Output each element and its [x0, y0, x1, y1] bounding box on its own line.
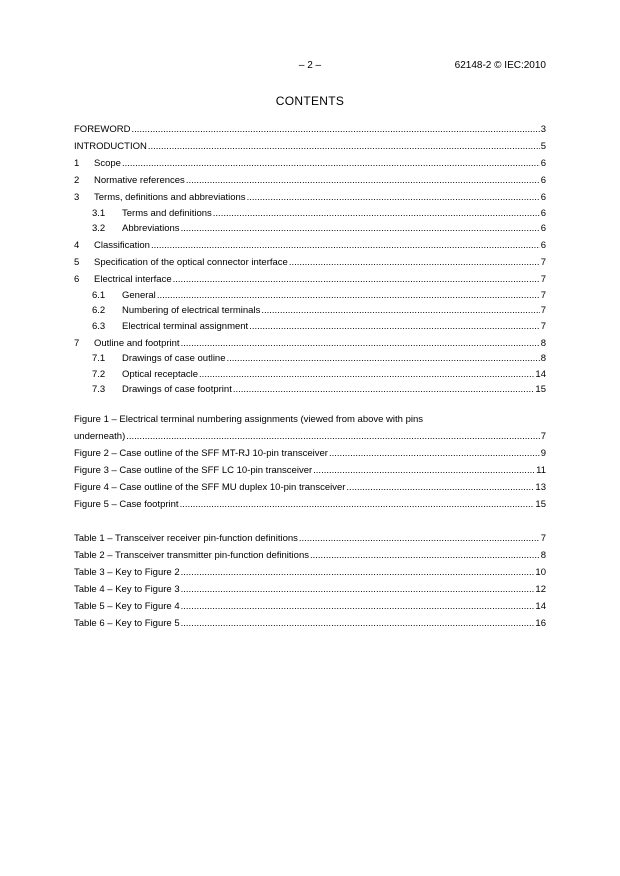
toc-entry[interactable]: [74, 135, 546, 152]
entry-page: 13: [535, 482, 546, 493]
dot-leader: [289, 257, 540, 268]
entry-page: 5: [540, 141, 546, 152]
entry-page: 6: [540, 223, 546, 234]
entry-page: 7: [540, 320, 546, 332]
entry-page: 10: [535, 567, 546, 578]
entry-title: Abbreviations: [122, 223, 180, 234]
entry-title: Figure 5 – Case footprint: [74, 499, 179, 510]
table-list: [74, 527, 546, 629]
dot-leader: [233, 384, 535, 395]
entry-title: Table 5 – Key to Figure 4: [74, 601, 180, 612]
dot-leader: [181, 618, 535, 629]
entry-title: FOREWORD: [74, 124, 131, 135]
entry-page: 6: [540, 175, 546, 186]
toc-entry[interactable]: [74, 169, 546, 186]
dot-leader: [126, 431, 539, 442]
entry-number: 2: [74, 175, 80, 186]
toc-entry[interactable]: [74, 476, 546, 493]
dot-leader: [261, 305, 539, 316]
dot-leader: [213, 208, 540, 219]
entry-page: 6: [540, 240, 546, 251]
entry-title: Classification: [94, 240, 150, 251]
entry-page: 6: [540, 207, 546, 219]
entry-title: Drawings of case outline: [122, 353, 226, 364]
toc-entry[interactable]: [74, 578, 546, 595]
dot-leader: [157, 290, 540, 301]
entry-page: 8: [540, 337, 546, 349]
entry-title: Drawings of case footprint: [122, 384, 232, 395]
toc-entry[interactable]: [74, 118, 546, 135]
entry-number: 6.3: [92, 320, 106, 332]
entry-number: 3.2: [92, 223, 106, 234]
toc-entry[interactable]: [74, 425, 546, 442]
dot-leader: [181, 584, 535, 595]
toc-entry[interactable]: [74, 493, 546, 510]
spacer: [74, 395, 546, 412]
toc-entry[interactable]: [74, 234, 546, 251]
toc-entry[interactable]: [74, 364, 546, 380]
document-reference: 62148-2 © IEC:2010: [454, 60, 546, 71]
toc-entry[interactable]: [74, 459, 546, 476]
dot-leader: [247, 192, 540, 203]
toc-entry[interactable]: [74, 152, 546, 169]
toc-entry[interactable]: [74, 268, 546, 285]
dot-leader: [181, 601, 535, 612]
entry-title: Figure 4 – Case outline of the SFF MU duplex 10-pin transceiver: [74, 482, 346, 493]
entry-number: 5: [74, 257, 80, 268]
entry-title: Electrical terminal assignment: [122, 320, 249, 332]
toc-entry[interactable]: [74, 561, 546, 578]
toc-entry[interactable]: [74, 527, 546, 544]
entry-number: 7: [74, 337, 80, 349]
entry-title: Numbering of electrical terminals: [122, 305, 261, 316]
entry-title: Scope: [94, 158, 121, 169]
contents-title: CONTENTS: [275, 94, 345, 108]
toc-entry[interactable]: [74, 544, 546, 561]
toc-entry[interactable]: [74, 285, 546, 301]
entry-page: 8: [540, 550, 546, 561]
dot-leader: [299, 533, 540, 544]
entry-number: 3.1: [92, 207, 106, 219]
entry-title: Table 4 – Key to Figure 3: [74, 584, 180, 595]
dot-leader: [227, 353, 540, 364]
dot-leader: [199, 369, 534, 380]
entry-title: Specification of the optical connector interface: [94, 257, 288, 268]
entry-page: 7: [540, 274, 546, 285]
entry-page: 15: [535, 384, 546, 395]
entry-title: General: [122, 289, 156, 301]
toc-entry[interactable]: [74, 219, 546, 235]
toc-entry[interactable]: [74, 380, 546, 396]
spacer: [74, 510, 546, 527]
entry-title: Table 6 – Key to Figure 5: [74, 618, 180, 629]
dot-leader: [346, 482, 534, 493]
entry-number: 7.1: [92, 353, 106, 364]
table-of-contents: [74, 118, 546, 629]
dot-leader: [313, 465, 535, 476]
toc-entry[interactable]: [74, 612, 546, 629]
entry-title-line: Figure 1 – Electrical terminal numbering assignments (viewed from above with pins: [74, 414, 424, 425]
toc-entry[interactable]: [74, 186, 546, 203]
section-list: [74, 118, 546, 395]
entry-title: Terms, definitions and abbreviations: [94, 192, 246, 203]
entry-number: 6.2: [92, 305, 106, 316]
dot-leader: [181, 338, 540, 349]
entry-page: 7: [540, 305, 546, 316]
toc-entry[interactable]: [74, 301, 546, 317]
entry-page: 7: [540, 533, 546, 544]
entry-number: 7.3: [92, 384, 106, 395]
entry-number: 6: [74, 274, 80, 285]
dot-leader: [173, 274, 540, 285]
entry-page: 14: [535, 368, 546, 380]
dot-leader: [310, 550, 540, 561]
entry-title: Electrical interface: [94, 274, 172, 285]
entry-title: Table 3 – Key to Figure 2: [74, 567, 180, 578]
entry-page: 9: [540, 448, 546, 459]
toc-entry[interactable]: [74, 203, 546, 219]
dot-leader: [329, 448, 540, 459]
toc-entry[interactable]: [74, 251, 546, 268]
entry-title: INTRODUCTION: [74, 141, 147, 152]
entry-title: Normative references: [94, 175, 185, 186]
entry-number: 1: [74, 158, 80, 169]
dot-leader: [151, 240, 540, 251]
toc-entry[interactable]: [74, 595, 546, 612]
entry-title: Outline and footprint: [94, 337, 180, 349]
dot-leader: [131, 124, 539, 135]
toc-entry[interactable]: [74, 332, 546, 349]
dot-leader: [249, 321, 540, 332]
entry-page: 12: [535, 584, 546, 595]
entry-page: 11: [536, 465, 546, 476]
page-number: – 2 –: [298, 60, 322, 71]
entry-number: 3: [74, 192, 80, 203]
entry-title: Terms and definitions: [122, 207, 212, 219]
dot-leader: [148, 141, 540, 152]
entry-title: Figure 3 – Case outline of the SFF LC 10-pin transceiver: [74, 465, 313, 476]
entry-page: 6: [540, 158, 546, 169]
dot-leader: [186, 175, 540, 186]
toc-entry[interactable]: [74, 442, 546, 459]
dot-leader: [181, 567, 535, 578]
entry-number: 7.2: [92, 368, 106, 380]
entry-page: 7: [540, 257, 546, 268]
toc-entry[interactable]: [74, 349, 546, 365]
entry-page: 8: [540, 353, 546, 364]
entry-page: 7: [540, 431, 546, 442]
entry-number: 6.1: [92, 289, 106, 301]
entry-page: 6: [540, 192, 546, 203]
dot-leader: [180, 499, 535, 510]
entry-title: Optical receptacle: [122, 368, 199, 380]
entry-title: Figure 2 – Case outline of the SFF MT-RJ 10-pin transceiver: [74, 448, 328, 459]
toc-entry[interactable]: [74, 316, 546, 332]
figure-list: [74, 412, 546, 510]
entry-page: 7: [540, 289, 546, 301]
dot-leader: [122, 158, 540, 169]
entry-title: Table 1 – Transceiver receiver pin-function definitions: [74, 533, 298, 544]
entry-page: 14: [535, 601, 546, 612]
entry-title: underneath): [74, 431, 126, 442]
entry-page: 16: [535, 618, 546, 629]
entry-page: 15: [535, 499, 546, 510]
entry-number: 4: [74, 240, 80, 251]
entry-title: Table 2 – Transceiver transmitter pin-function definitions: [74, 550, 309, 561]
dot-leader: [181, 223, 540, 234]
entry-page: 3: [540, 124, 546, 135]
